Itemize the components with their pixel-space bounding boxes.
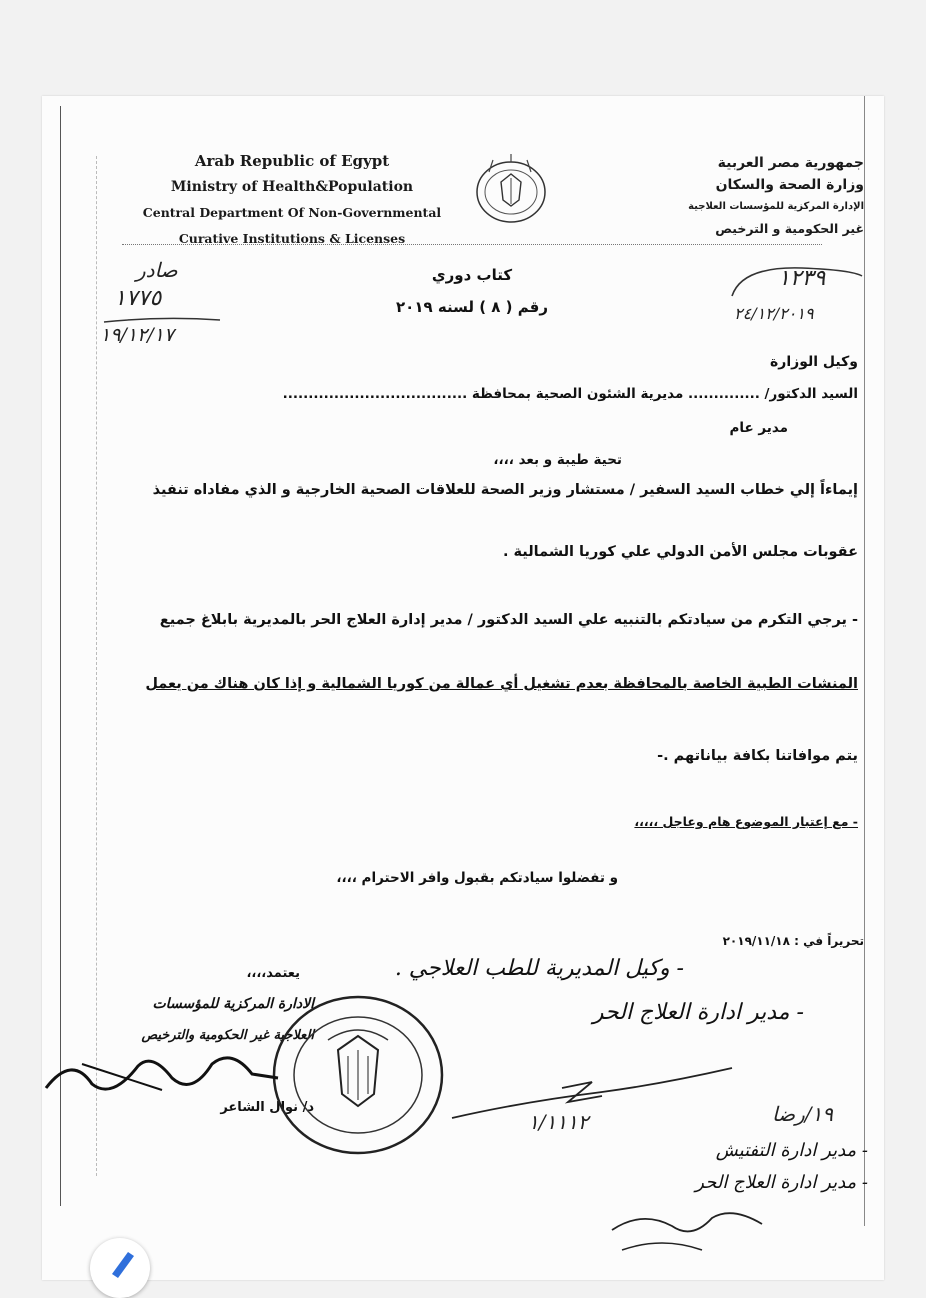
approval-label: يعتمد،،،، xyxy=(246,966,300,981)
signer-department-line1: الادارة المركزية للمؤسسات xyxy=(152,996,314,1012)
official-stamp-icon xyxy=(268,990,448,1160)
paragraph1-line1: إيماءاً إلي خطاب السيد السفير / مستشار وزير الصحة للعلاقات الصحية الخارجية و الذي مفاداه تنفيذ xyxy=(152,482,858,498)
letter-number: رقم ( ٨ ) لسنه ٢٠١٩ xyxy=(396,298,548,316)
header-divider xyxy=(122,244,822,245)
paragraph2-line3: يتم موافاتنا بكافة بياناتهم .- xyxy=(657,748,858,764)
annotation-deputy: - وكيل المديرية للطب العلاجي . xyxy=(394,956,684,981)
outgoing-underline-mark xyxy=(102,314,222,326)
page-border-fold xyxy=(96,156,97,1176)
outgoing-label: صادر xyxy=(136,258,178,282)
letter-title: كتاب دوري xyxy=(431,266,513,284)
english-header-line2: Ministry of Health&Population xyxy=(170,179,414,195)
incoming-date: ٢٤/١٢/٢٠١٩ xyxy=(734,304,814,323)
annotation-private-care: - مدير ادارة العلاج الحر xyxy=(592,1000,804,1025)
annotation-inspection: - مدير ادارة التفتيش xyxy=(715,1140,868,1161)
issue-date: تحريراً في : ٢٠١٩/١١/١٨ xyxy=(722,934,864,948)
signer-name: د/ نوال الشاعر xyxy=(220,1100,314,1115)
ministry-emblem-icon xyxy=(469,152,553,226)
signer-department-line2: العلاجية غير الحكومية والترخيص xyxy=(141,1028,314,1043)
pencil-icon xyxy=(90,1238,150,1282)
arabic-letterhead xyxy=(644,152,864,240)
document-page xyxy=(42,96,884,1280)
incoming-number: ١٢٣٩ xyxy=(778,266,826,291)
paragraph1-line2: عقوبات مجلس الأمن الدولي علي كوريا الشمالية . xyxy=(502,544,858,560)
paragraph2-line2: المنشات الطبية الخاصة بالمحافظة بعدم تشغيل أي عمالة من كوريا الشمالية و إذا كان هناك من يعمل xyxy=(145,676,858,692)
closing-line: و تفضلوا سيادتكم بقبول وافر الاحترام ،،،، xyxy=(336,870,618,886)
recipient-line: السيد الدكتور/ .............. مديرية الشئون الصحية بمحافظة .................................... xyxy=(282,386,858,402)
annotation-private-care-2: - مدير ادارة العلاج الحر xyxy=(695,1172,868,1193)
outgoing-number: ١٧٧٥ xyxy=(114,286,162,311)
arabic-header-line2: وزارة الصحة والسكان xyxy=(715,177,864,193)
paragraph2-line1: - يرجي التكرم من سيادتكم بالتنبيه علي السيد الدكتور / مدير إدارة العلاج الحر بالمديرية بابلاغ جميع xyxy=(159,612,858,628)
bottom-scribble xyxy=(602,1200,782,1260)
annotation-name: ١٩/رضا xyxy=(772,1102,833,1126)
english-header-line3: Central Department Of Non-Governmental xyxy=(142,205,442,220)
signature-scribble xyxy=(42,1044,282,1104)
english-header-line1: Arab Republic of Egypt xyxy=(194,152,390,170)
recipient-title: مدير عام xyxy=(729,420,788,436)
arabic-header-line4: غير الحكومية و الترخيص xyxy=(715,221,864,236)
arabic-header-line1: جمهورية مصر العربية xyxy=(717,155,864,171)
edit-fab-button[interactable] xyxy=(90,1238,150,1298)
annotation-ref-number: ١/١١١٢ xyxy=(528,1110,589,1134)
page-border-left xyxy=(60,106,61,1206)
english-header-line4: Curative Institutions & Licenses xyxy=(178,231,406,246)
english-letterhead xyxy=(142,148,442,252)
recipient-role: وكيل الوزارة xyxy=(770,354,858,370)
outgoing-date: ١٩/١٢/١٧ xyxy=(100,324,175,346)
zigzag-scribble xyxy=(442,1062,742,1132)
arabic-header-line3: الإدارة المركزية للمؤسسات العلاجية xyxy=(688,201,864,212)
urgency-note: - مع إعتبار الموضوع هام وعاجل ،،،،، xyxy=(634,814,858,829)
greeting: تحية طيبة و بعد ،،،، xyxy=(493,452,622,468)
